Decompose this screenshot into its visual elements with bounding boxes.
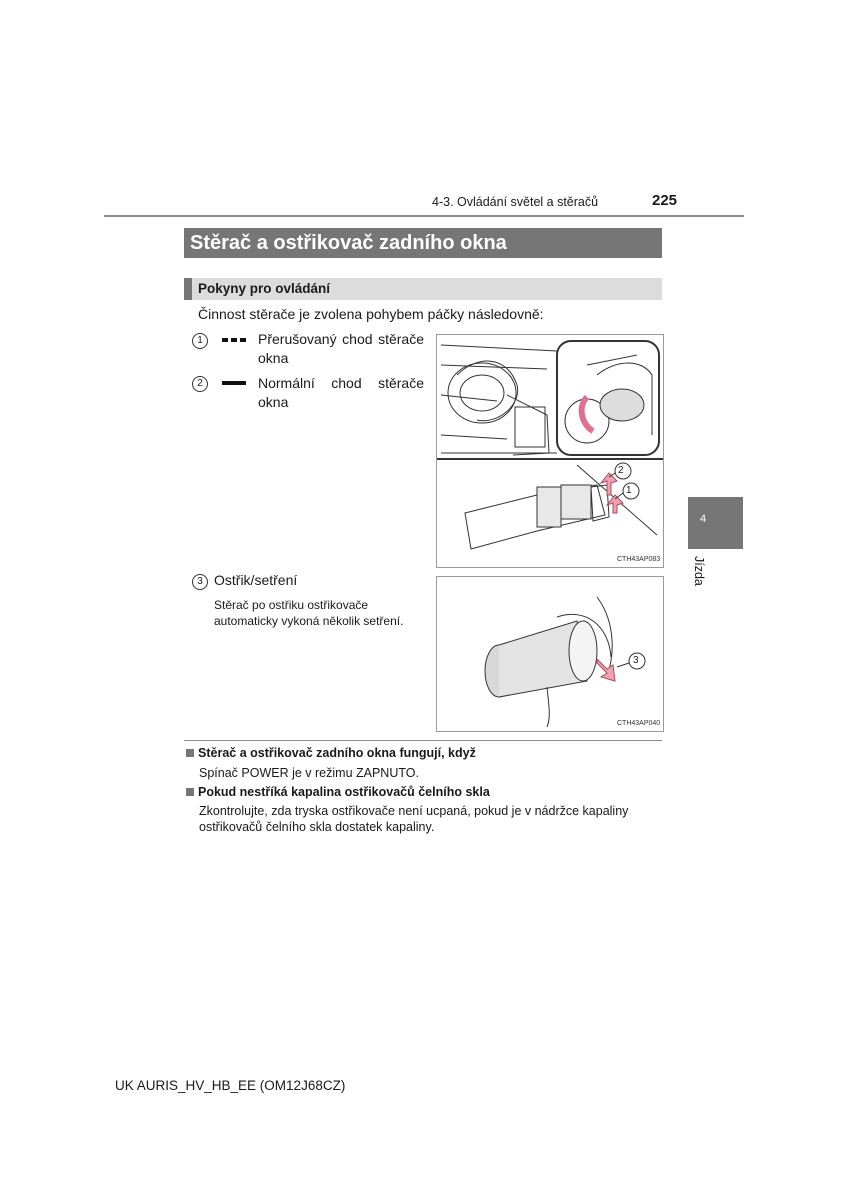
figure-wiper-lever <box>436 334 664 568</box>
intro-text: Činnost stěrače je zvolena pohybem páčky následovně: <box>198 306 544 322</box>
item-number-2: 2 <box>192 376 208 392</box>
subsection-title: Pokyny pro ovládání <box>184 278 662 300</box>
callout-1: 1 <box>626 485 632 496</box>
wiper-lever-illustration <box>437 335 663 567</box>
notes-divider <box>184 740 662 741</box>
callout-2: 2 <box>618 465 624 476</box>
note-title-2: Pokud nestříká kapalina ostřikovačů čelního skla <box>186 785 490 799</box>
solid-line-icon <box>222 381 246 387</box>
footer-code: UK AURIS_HV_HB_EE (OM12J68CZ) <box>115 1078 346 1093</box>
figure-code-1: CTH43AP083 <box>617 556 661 563</box>
item-text-3: Ostřik/setření <box>214 572 298 588</box>
header-divider <box>104 215 744 217</box>
item-text-1: Přerušovaný chod stěrače okna <box>258 331 424 366</box>
section-heading: 4-3. Ovládání světel a stěračů <box>432 195 599 209</box>
page-title: Stěrač a ostřikovač zadního okna <box>184 228 662 258</box>
note-title-1: Stěrač a ostřikovač zadního okna fungují, když <box>186 746 476 760</box>
note-body-1: Spínač POWER je v režimu ZAPNUTO. <box>199 766 419 780</box>
square-bullet-icon <box>186 749 194 757</box>
chapter-tab[interactable]: 4 <box>688 497 743 549</box>
dashed-line-icon <box>222 338 246 344</box>
item-description-3: Stěrač po ostřiku ostřikovače automaticky vykoná několik setření. <box>214 598 404 628</box>
figure-washer <box>436 576 664 732</box>
item-number-1: 1 <box>192 333 208 349</box>
square-bullet-icon <box>186 788 194 796</box>
chapter-label: Jízda <box>692 556 706 586</box>
item-text-2: Normální chod stěrače okna <box>258 375 424 410</box>
washer-lever-illustration <box>437 577 663 731</box>
note-body-2: Zkontrolujte, zda tryska ostřikovače není ucpaná, pokud je v nádržce kapaliny ostřikovačů čelního skla dostatek kapaliny. <box>199 804 629 834</box>
page-number: 225 <box>652 192 678 209</box>
item-number-3: 3 <box>192 574 208 590</box>
callout-3: 3 <box>633 655 639 666</box>
figure-code-2: CTH43AP040 <box>617 720 661 727</box>
